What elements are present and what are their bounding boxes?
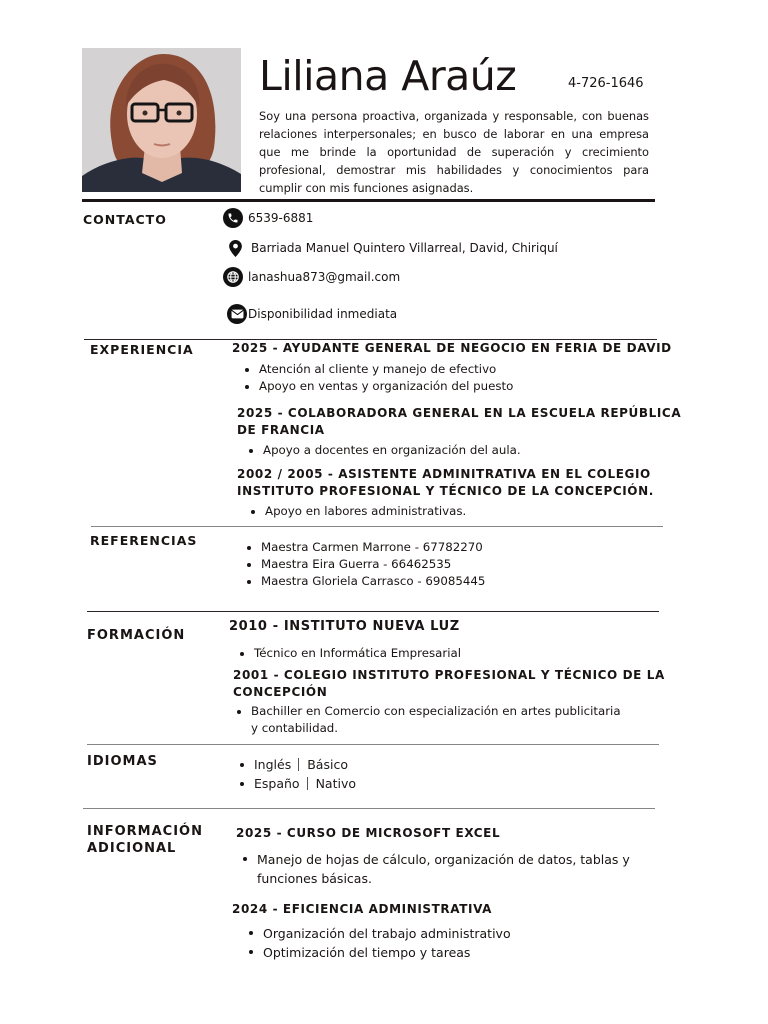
language-level: Nativo xyxy=(315,776,357,791)
job-duties xyxy=(241,361,513,395)
list-item: Apoyo en labores administrativas. xyxy=(247,503,466,520)
phone-icon xyxy=(223,208,243,228)
list-item xyxy=(240,774,356,793)
job-title-line: DE FRANCIA xyxy=(237,422,325,437)
job-title: 2025 - AYUDANTE GENERAL DE NEGOCIO EN FERIA DE DAVID xyxy=(232,341,672,355)
job-title-line: 2002 / 2005 - ASISTENTE ADMINITRATIVA EN EL COLEGIO xyxy=(237,467,651,481)
experience-section-label: EXPERIENCIA xyxy=(90,342,194,357)
additional-section-label xyxy=(87,823,203,857)
job-title xyxy=(237,466,654,499)
list-item-line: y contabilidad. xyxy=(251,721,339,735)
list-item: Organización del trabajo administrativo xyxy=(245,924,511,943)
education-details xyxy=(233,703,621,737)
id-number: 4-726-1646 xyxy=(568,76,644,91)
education-title-line: CONCEPCIÓN xyxy=(233,684,328,699)
education-section-label: FORMACIÓN xyxy=(87,628,186,643)
course-details xyxy=(245,924,511,962)
divider xyxy=(83,808,655,809)
profile-photo xyxy=(82,48,241,192)
education-title xyxy=(233,667,665,700)
address-text: Barriada Manuel Quintero Villarreal, David, Chiriquí xyxy=(251,241,558,255)
divider xyxy=(87,611,659,612)
contact-availability xyxy=(227,304,397,324)
mail-icon xyxy=(227,304,247,324)
list-item xyxy=(233,703,621,737)
language-level: Básico xyxy=(307,757,348,772)
list-item: Apoyo en ventas y organización del puesto xyxy=(241,378,513,395)
education-details xyxy=(236,645,461,662)
list-item: Maestra Eira Guerra - 66462535 xyxy=(243,556,485,573)
divider xyxy=(87,744,659,745)
language-name: Inglés xyxy=(254,757,292,772)
phone-number: 6539-6881 xyxy=(248,211,314,225)
job-duties xyxy=(247,503,466,520)
education-title: 2010 - INSTITUTO NUEVA LUZ xyxy=(229,619,460,634)
list-item: Maestra Gloriela Carrasco - 69085445 xyxy=(243,573,485,590)
course-title: 2025 - CURSO DE MICROSOFT EXCEL xyxy=(236,826,501,840)
contact-section-label: CONTACTO xyxy=(83,212,167,227)
location-pin-icon xyxy=(225,238,245,258)
list-item-line: Bachiller en Comercio con especialización en artes publicitaria xyxy=(251,704,621,718)
job-title-line: 2025 - COLABORADORA GENERAL EN LA ESCUELA REPÚBLICA xyxy=(237,406,682,420)
list-item-line: Manejo de hojas de cálculo, organización de datos, tablas y xyxy=(257,852,630,867)
list-item: Apoyo a docentes en organización del aula. xyxy=(245,442,521,459)
contact-email xyxy=(223,267,400,287)
list-item: Atención al cliente y manejo de efectivo xyxy=(241,361,513,378)
globe-icon xyxy=(223,267,243,287)
list-item: Técnico en Informática Empresarial xyxy=(236,645,461,662)
candidate-name: Liliana Araúz xyxy=(259,52,517,100)
language-name: Españo xyxy=(254,776,300,791)
contact-address xyxy=(225,238,558,258)
availability-text: Disponibilidad inmediata xyxy=(248,307,398,321)
header-divider xyxy=(82,199,655,202)
list-item xyxy=(240,755,356,774)
email-address[interactable]: lanashua873@gmail.com xyxy=(248,270,401,284)
section-label-line: ADICIONAL xyxy=(87,841,177,856)
divider xyxy=(91,526,663,527)
course-title: 2024 - EFICIENCIA ADMINISTRATIVA xyxy=(232,902,493,916)
list-item-line: funciones básicas. xyxy=(257,871,372,886)
job-title xyxy=(237,405,681,438)
references-list xyxy=(243,539,485,590)
job-title-line: INSTITUTO PROFESIONAL Y TÉCNICO DE LA CONCEPCIÓN. xyxy=(237,483,654,498)
course-details xyxy=(239,850,630,888)
languages-list xyxy=(240,755,356,793)
profile-summary: Soy una persona proactiva, organizada y responsable, con buenas relaciones interpersonales; en busco de laborar en una empresa que me brinde la oportunidad de superación y crecimiento profesional, demostrar mis habilidades y conocimientos para cumplir con mis funciones asignadas. xyxy=(259,109,649,195)
list-item: Optimización del tiempo y tareas xyxy=(245,943,511,962)
contact-phone xyxy=(223,208,313,228)
references-section-label: REFERENCIAS xyxy=(90,533,198,548)
education-title-line: 2001 - COLEGIO INSTITUTO PROFESIONAL Y TÉCNICO DE LA xyxy=(233,668,665,682)
list-item: Maestra Carmen Marrone - 67782270 xyxy=(243,539,485,556)
languages-section-label: IDIOMAS xyxy=(87,754,158,769)
section-label-line: INFORMACIÓN xyxy=(87,824,203,839)
job-duties xyxy=(245,442,521,459)
list-item xyxy=(239,850,630,888)
